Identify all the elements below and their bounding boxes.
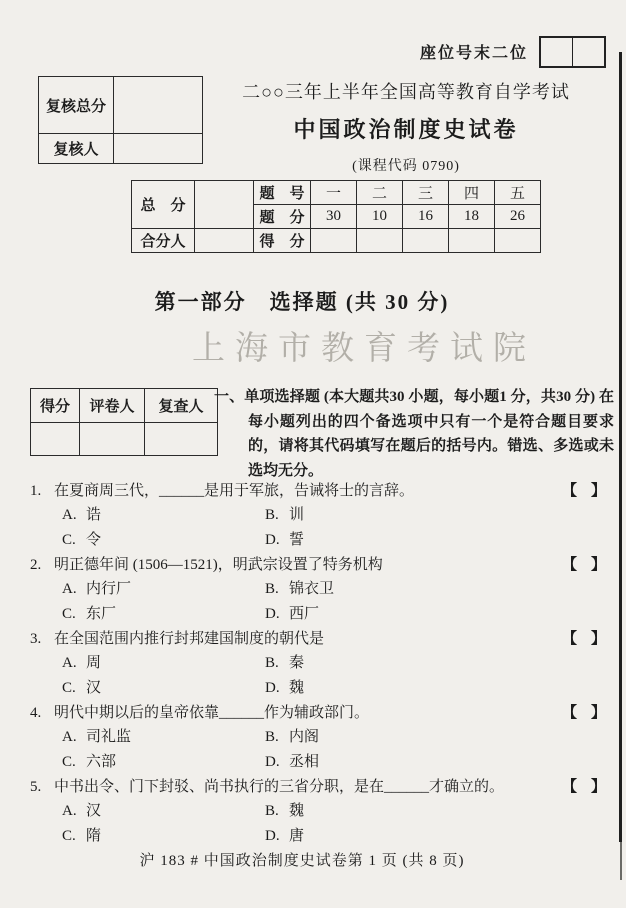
question-item-2 <box>30 553 610 627</box>
bracket-close: 】 <box>590 631 606 647</box>
obtained-score-cell <box>495 229 541 253</box>
question-stem: 明正德年间 (1506—1521)，明武宗设置了特务机构 <box>54 557 383 573</box>
question-stem-row <box>30 627 610 651</box>
question-number-header: 题 号 <box>254 181 311 205</box>
reviewer-label: 复核人 <box>39 134 114 164</box>
question-list <box>30 479 610 849</box>
question-item-4 <box>30 701 610 775</box>
option-a: A. 诰 <box>62 507 102 523</box>
question-stem-row <box>30 701 610 725</box>
score-adder-label: 合分人 <box>132 229 195 253</box>
answer-bracket <box>562 627 606 651</box>
review-score-table <box>38 76 203 164</box>
option-d: D. 魏 <box>265 680 305 696</box>
checker-label: 复查人 <box>145 389 218 423</box>
page-footer: 沪 183 # 中国政治制度史试卷第 1 页 (共 8 页) <box>139 853 465 869</box>
question-options <box>30 651 610 701</box>
table-row <box>132 229 541 253</box>
option-d: D. 西厂 <box>265 606 320 622</box>
answer-bracket <box>562 479 606 503</box>
bracket-open: 【 <box>562 557 578 573</box>
question-number: 2. <box>30 557 42 573</box>
question-options <box>30 577 610 627</box>
bracket-close: 】 <box>590 483 606 499</box>
bracket-open: 【 <box>562 483 578 499</box>
option-c: C. 令 <box>62 532 102 548</box>
instruction-prefix: 一、 <box>214 389 245 405</box>
question-item-5 <box>30 775 610 849</box>
question-stem-row <box>30 775 610 799</box>
option-b: B. 内阁 <box>265 729 320 745</box>
option-b: B. 训 <box>265 507 305 523</box>
obtained-score-label: 得分 <box>31 389 80 423</box>
question-stem: 中书出令、门下封驳、尚书执行的三省分职，是在______才确立的。 <box>54 779 505 795</box>
question-stem-row <box>30 553 610 577</box>
obtained-score-cell <box>357 229 403 253</box>
seat-number-label: 座位号末二位 <box>420 45 529 62</box>
table-row <box>31 389 218 423</box>
grader-label: 评卷人 <box>80 389 145 423</box>
table-row <box>31 423 218 456</box>
table-row <box>39 134 203 164</box>
option-a: A. 内行厂 <box>62 581 132 597</box>
bracket-close: 】 <box>590 557 606 573</box>
answer-bracket <box>562 553 606 577</box>
instruction-text: 一、单项选择题 (本大题共30 小题，每小题1 分，共30 分) 在每小题列出的四个备选项中只有一个是符合题目要求的，请将其代码填写在题后的括号内。错选、多选或未选均无分。 <box>214 389 614 479</box>
question-points-header: 题 分 <box>254 205 311 229</box>
page-title: 中国政治制度史试卷 <box>293 117 519 142</box>
points-cell: 16 <box>403 205 449 229</box>
course-code: (课程代码 0790) <box>352 159 460 174</box>
option-c: C. 隋 <box>62 828 102 844</box>
option-b: B. 锦衣卫 <box>265 581 335 597</box>
option-d: D. 丞相 <box>265 754 320 770</box>
column-header: 一 <box>311 181 357 205</box>
question-stem: 明代中期以后的皇帝依靠______作为辅政部门。 <box>54 705 370 721</box>
column-header: 五 <box>495 181 541 205</box>
question-number: 1. <box>30 483 42 499</box>
question-number: 5. <box>30 779 42 795</box>
option-c: C. 东厂 <box>62 606 117 622</box>
option-a: A. 司礼监 <box>62 729 132 745</box>
table-row <box>132 181 541 205</box>
column-header: 四 <box>449 181 495 205</box>
seat-digit-cell <box>573 38 604 66</box>
seat-digit-cell <box>541 38 573 66</box>
section-instruction <box>214 385 614 483</box>
watermark-stamp: 上海市教育考试院 <box>192 331 536 367</box>
obtained-score-cell <box>449 229 495 253</box>
option-c: C. 汉 <box>62 680 102 696</box>
points-cell: 18 <box>449 205 495 229</box>
question-stem: 在全国范围内推行封邦建国制度的朝代是 <box>54 631 325 647</box>
reviewer-value-cell <box>114 134 203 164</box>
obtained-score-value-cell <box>31 423 80 456</box>
review-total-value-cell <box>114 77 203 134</box>
question-options <box>30 799 610 849</box>
checker-value-cell <box>145 423 218 456</box>
option-d: D. 唐 <box>265 828 305 844</box>
seat-number-boxes <box>539 36 606 68</box>
question-number: 3. <box>30 631 42 647</box>
points-cell: 26 <box>495 205 541 229</box>
option-d: D. 誓 <box>265 532 305 548</box>
column-header: 三 <box>403 181 449 205</box>
option-a: A. 周 <box>62 655 102 671</box>
answer-bracket <box>562 775 606 799</box>
scan-edge-artifact-tail <box>620 842 622 880</box>
points-cell: 30 <box>311 205 357 229</box>
score-adder-value-cell <box>195 229 254 253</box>
question-stem-row <box>30 479 610 503</box>
column-header: 二 <box>357 181 403 205</box>
option-b: B. 魏 <box>265 803 305 819</box>
bracket-open: 【 <box>562 631 578 647</box>
question-options <box>30 725 610 775</box>
exam-session-title: 二○○三年上半年全国高等教育自学考试 <box>242 82 570 102</box>
obtained-score-cell <box>311 229 357 253</box>
bracket-open: 【 <box>562 779 578 795</box>
option-a: A. 汉 <box>62 803 102 819</box>
question-number: 4. <box>30 705 42 721</box>
grading-table <box>30 388 218 456</box>
obtained-score-cell <box>403 229 449 253</box>
question-item-3 <box>30 627 610 701</box>
question-options <box>30 503 610 553</box>
points-cell: 10 <box>357 205 403 229</box>
review-total-label: 复核总分 <box>39 77 114 134</box>
question-item-1 <box>30 479 610 553</box>
scan-edge-artifact <box>619 52 622 842</box>
table-row <box>39 77 203 134</box>
part-one-heading: 第一部分 选择题 (共 30 分) <box>154 290 450 314</box>
obtained-score-header: 得 分 <box>254 229 311 253</box>
option-b: B. 秦 <box>265 655 305 671</box>
answer-bracket <box>562 701 606 725</box>
question-stem: 在夏商周三代，______是用于军旅，告诫将士的言辞。 <box>54 483 415 499</box>
bracket-close: 】 <box>590 779 606 795</box>
bracket-open: 【 <box>562 705 578 721</box>
total-score-value-cell <box>195 181 254 229</box>
total-score-label: 总 分 <box>132 181 195 229</box>
bracket-close: 】 <box>590 705 606 721</box>
grader-value-cell <box>80 423 145 456</box>
title-block <box>196 78 616 175</box>
score-summary-table <box>131 180 541 253</box>
option-c: C. 六部 <box>62 754 117 770</box>
